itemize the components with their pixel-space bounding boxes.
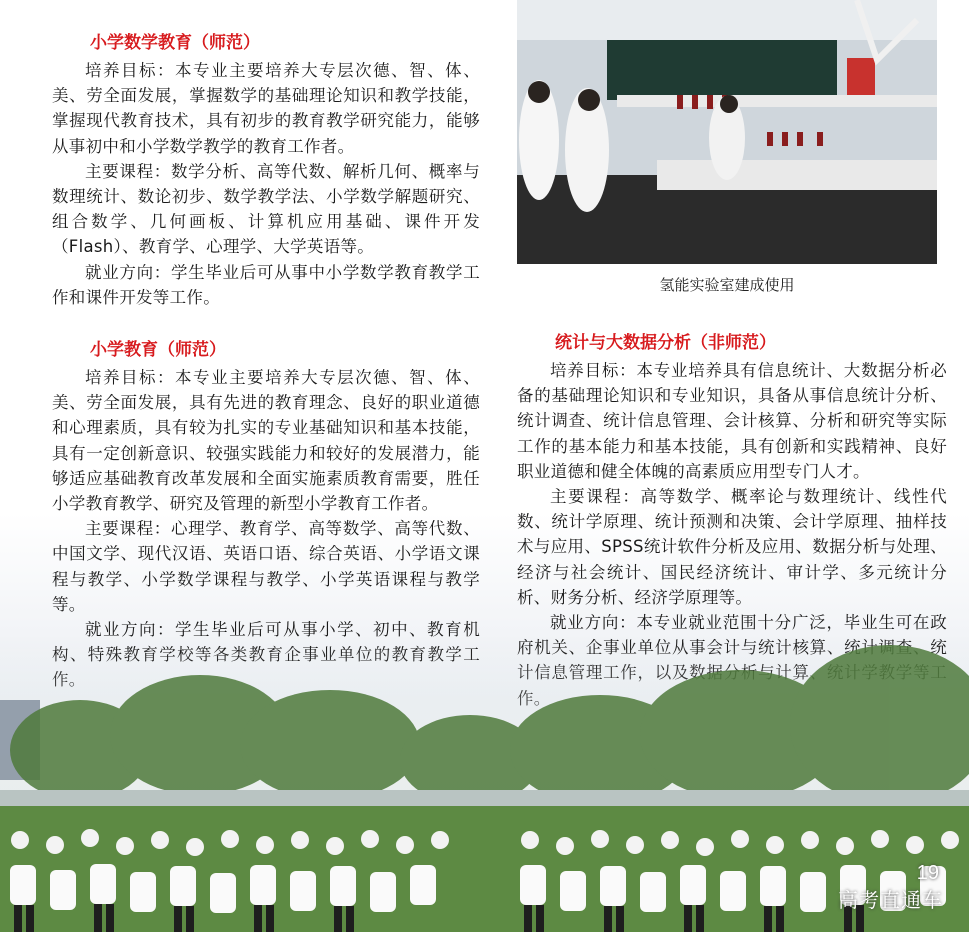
primary-education-goal: 培养目标：本专业主要培养大专层次德、智、体、美、劳全面发展，具有先进的教育理念、良好的职业道德和心理素质，具有较为扎实的专业基础知识和基本技能，具有一定创新意识、较强实践能力和较好的发展潜力，能够适应基础教育改革发展和全面实施素质教育需要，胜任小学教育教学、研究及管理的新型小学教育工作者。 xyxy=(52,368,480,514)
math-education-career: 就业方向：学生毕业后可从事中小学数学教育教学工作和课件开发等工作。 xyxy=(52,262,480,307)
magazine-name: 高考直通车 xyxy=(838,888,943,912)
statistics-courses: 主要课程：高等数学、概率论与数理统计、线性代数、统计学原理、统计预测和决策、会计学原理、抽样技术与应用、SPSS统计软件分析及应用、数据分析与处理、经济与社会统计、国民经济统计、审计学、多元统计分析、财务分析、经济学原理等。 xyxy=(517,487,947,607)
photo-caption: 氢能实验室建成使用 xyxy=(659,276,795,294)
lab-photo xyxy=(517,0,937,264)
math-education-courses: 主要课程：数学分析、高等代数、解析几何、概率与数理统计、数论初步、数学教学法、小学数学解题研究、组合数学、几何画板、计算机应用基础、课件开发（Flash）、教育学、心理学、大学英语等。 xyxy=(52,161,480,257)
primary-education-career: 就业方向：学生毕业后可从事小学、初中、教育机 xyxy=(85,620,480,640)
section-title-math-education: 小学数学教育（师范） xyxy=(90,33,260,53)
lab-photo-drawing xyxy=(517,0,937,264)
section-title-primary-education: 小学教育（师范） xyxy=(90,340,226,361)
statistics-career: 就业方向：本专业就业范围十分广泛，毕业生可在政 xyxy=(550,613,947,633)
statistics-goal: 培养目标：本专业培养具有信息统计、大数据分析必备的基础理论知识和专业知识，具备从事信息统计分析、统计调查、统计信息管理、会计核算、分析和研究等实际工作的基本能力和基本技能，具有创新和实践精神、良好职业道德和健全体魄的高素质应用型专门人才。 xyxy=(517,361,947,481)
playground-drawing xyxy=(0,640,969,932)
page-number: 19 xyxy=(916,862,939,884)
left-column xyxy=(52,28,480,693)
math-education-goal: 培养目标：本专业主要培养大专层次德、智、体、美、劳全面发展，掌握数学的基础理论知识和教学技能，掌握现代教育技术，具有初步的教育教学研究能力，能够从事初中和小学数学教学的教育工作者。 xyxy=(52,61,480,156)
section-title-statistics: 统计与大数据分析（非师范） xyxy=(555,333,776,353)
playground-photo xyxy=(0,640,969,932)
primary-education-courses: 主要课程：心理学、教育学、高等数学、高等代数、中国文学、现代汉语、英语口语、综合英语、小学语文课程与教学、小学数学课程与教学、小学英语课程与教学等。 xyxy=(52,519,480,614)
